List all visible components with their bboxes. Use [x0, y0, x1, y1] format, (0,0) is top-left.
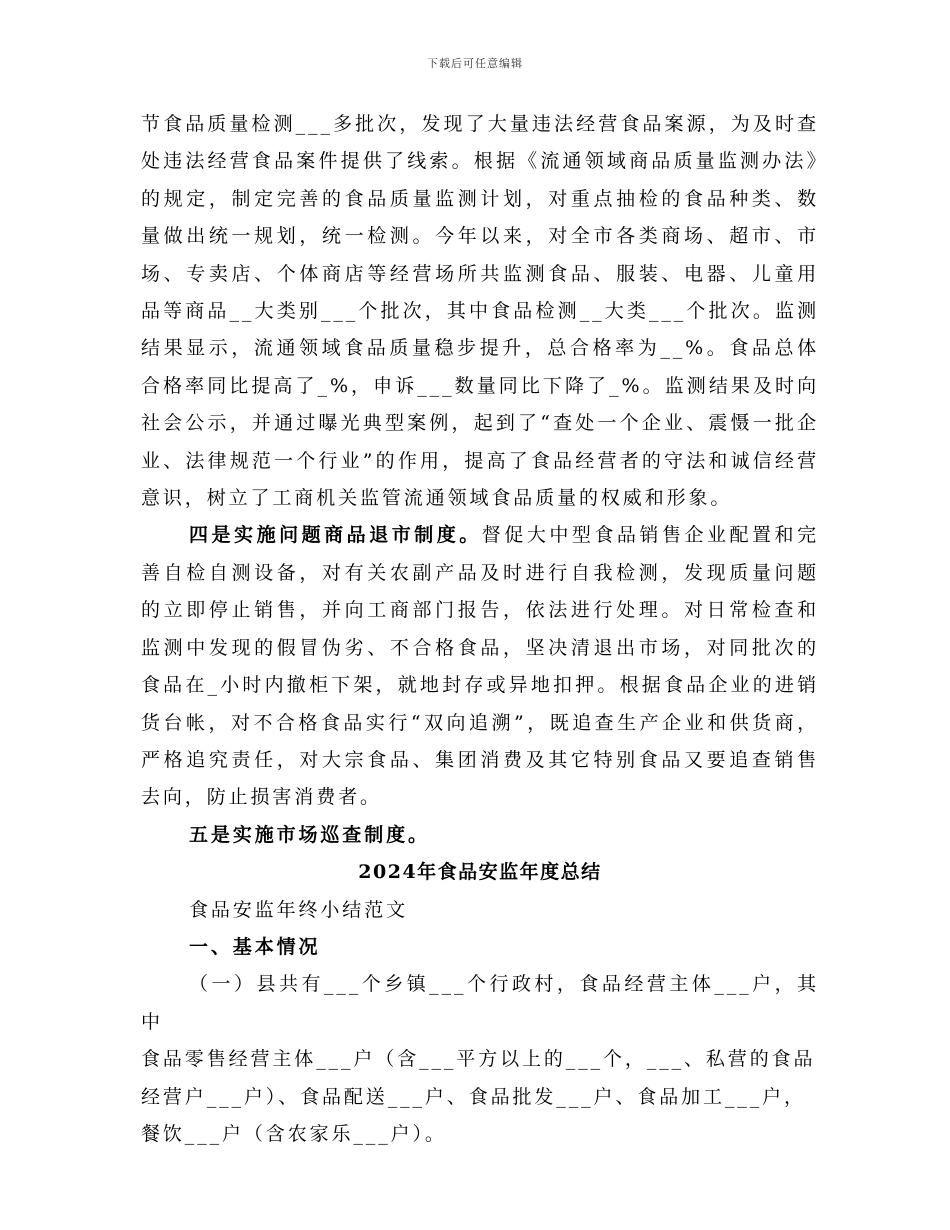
basic-info-heading: 一、基本情况: [189, 935, 321, 958]
basic-info-line-3: 经营户___户）、食品配送___户、食品批发___户、食品加工___户，: [141, 1085, 806, 1108]
basic-info-line-1: （一）县共有___个乡镇___个行政村，食品经营主体___户，其中: [141, 973, 819, 1033]
section-four-body: 督促大中型食品销售企业配置和完善自检自测设备，对有关农副产品及时进行自我检测，发现质量问题的立即停止销售，并向工商部门报告，依法进行处理。对日常检查和监测中发现的假冒伪劣、不合格食品，坚决清退出市场，对同批次的食品在_小时内撤柜下架，就地封存或异地扣押。根据食品企业的进销货台帐，对不合格食品实行“双向追溯”，既追查生产企业和供货商，严格追究责任，对大宗食品、集团消费及其它特别食品又要追查销售去向，防止损害消费者。: [141, 524, 819, 809]
document-body: [141, 106, 819, 1153]
paragraph-quality-monitoring: 节食品质量检测___多批次，发现了大量违法经营食品案源，为及时查处违法经营食品案件提供了线索。根据《流通领域商品质量监测办法》的规定，制定完善的食品质量监测计划，对重点抽检的食品种类、数量做出统一规划，统一检测。今年以来，对全市各类商场、超市、市场、专卖店、个体商店等经营场所共监测食品、服装、电器、儿童用品等商品__大类别___个批次，其中食品检测__大类___个批次。监测结果显示，流通领域食品质量稳步提升，总合格率为__%。食品总体合格率同比提高了_%，申诉___数量同比下降了_%。监测结果及时向社会公示，并通过曝光典型案例，起到了“查处一个企业、震慑一批企业、法律规范一个行业”的作用，提高了食品经营者的守法和诚信经营意识，树立了工商机关监管流通领域食品质量的权威和形象。: [141, 113, 819, 510]
document-subtitle: 食品安监年终小结范文: [189, 898, 409, 921]
section-four-heading: 四是实施问题商品退市制度。: [189, 524, 482, 547]
page-header: 下载后可任意编辑: [427, 57, 523, 70]
basic-info-line-4: 餐饮___户（含农家乐___户）。: [141, 1122, 447, 1145]
section-five-heading: 五是实施市场巡查制度。: [189, 823, 430, 846]
paragraph-product-recall: [141, 517, 819, 816]
basic-info-line-2: 食品零售经营主体___户（含___平方以上的___个，___、私营的食品: [141, 1048, 816, 1071]
document-title: 2024年食品安监年度总结: [358, 861, 602, 884]
